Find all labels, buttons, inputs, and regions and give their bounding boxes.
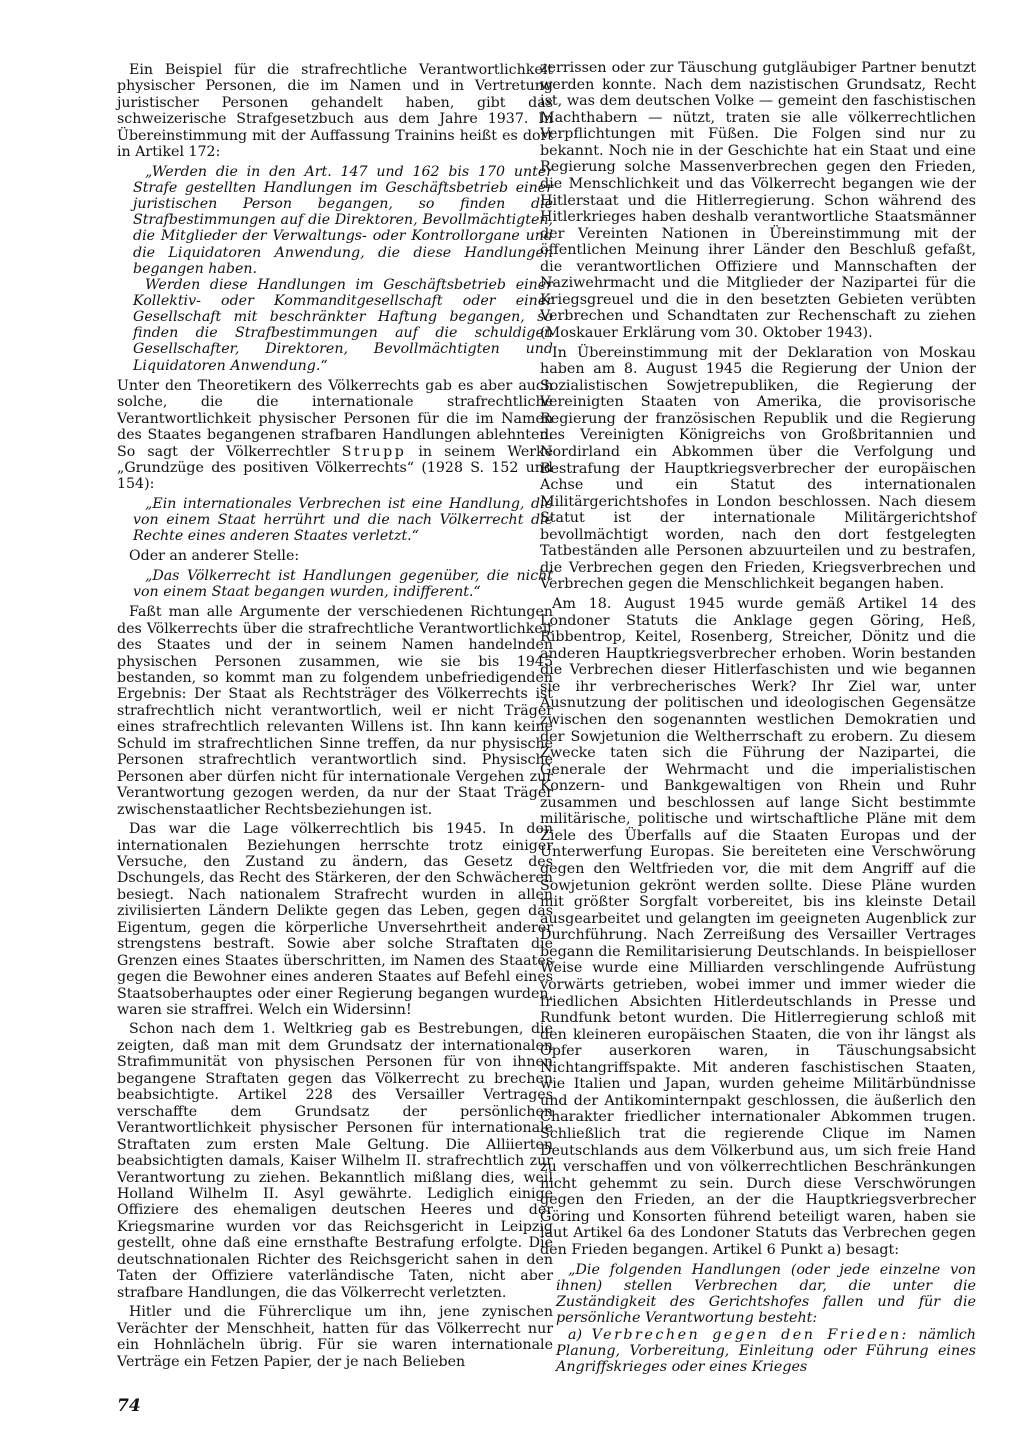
- paragraph: Oder an anderer Stelle:: [129, 548, 300, 565]
- quote-paragraph: [556, 1327, 976, 1376]
- quote-paragraph: Werden diese Handlungen im Geschäftsbetrieb einer Kollektiv- oder Kommanditgesellschaft oder einer Gesellschaft mit beschränkter Haftung begangen, so finden die Strafbestimmungen auf die schuldigen Gesellschafter, Direktoren, Bevollmächtigten und Liquidatoren Anwendung.“: [133, 276, 553, 374]
- text-run: a): [568, 1326, 583, 1343]
- left-column: [117, 62, 553, 1373]
- text-run: nämlich Planung, Vorbereitung, Einleitung oder Führung eines Angriffskrieges oder eines Krieges: [556, 1326, 976, 1376]
- paragraph: Schon nach dem 1. Weltkrieg gab es Bestrebungen, die zeigten, daß man mit dem Grundsatz der internationalen Strafimmunität von physischen Personen für von ihnen begangene Straftaten gegen das Völkerrecht zu brechen beabsichtigte. Artikel 228 des Versailler Vertrages verschaffte dem Grundsatz der persönlichen Verantwortlichkeit physischer Personen für internationale Straftaten zum ersten Male Geltung. Die Alliierten beabsichtigten damals, Kaiser Wilhelm II. strafrechtlich zur Verantwortung zu ziehen. Bekanntlich mißlang dies, weil Holland Wilhelm II. Asyl gewährte. Lediglich einige Offiziere des ehemaligen deutschen Heeres und der Kriegsmarine wurden vor das Reichsgericht in Leipzig gestellt, ohne daß eine ernsthafte Bestrafung erfolgte. Die deutschnationalen Richter des Reichsgericht sahen in den Taten der Offiziere vaterländische Taten, nicht aber strafbare Handlungen, die das Völkerrecht verletzten.: [117, 1021, 553, 1301]
- block-quote: [133, 496, 553, 544]
- quote-paragraph: „Ein internationales Verbrechen ist eine Handlung, die von einem Staat herrührt und die nach Völkerrecht die Rechte eines anderen Staates verletzt.“: [133, 495, 553, 545]
- text-run: Unter den Theoretikern des Völkerrechts gab es aber auch solche, die die internationale strafrechtliche Verantwortlichkeit physischer Personen für die im Namen des Staates begangenen strafbaren Handlungen ablehnten. So sagt der Völkerrechtler: [117, 377, 553, 460]
- paragraph: In Übereinstimmung mit der Deklaration von Moskau haben am 8. August 1945 die Regierung der Union der Sozialistischen Sowjetrepubliken, die Regierung der Vereinigten Staaten von Amerika, die provisorische Regierung der französischen Republik und die Regierung des Vereinigten Königreichs von Großbritannien und Nordirland ein Abkommen über die Verfolgung und Bestrafung der Hauptkriegsverbrecher der europäischen Achse und ein Statut des internationalen Militärgerichtshofes in London beschlossen. Nach diesem Statut ist der internationale Militärgerichtshof bevollmächtigt worden, nach den dort festgelegten Tatbeständen alle Personen abzuurteilen und zu bestrafen, die Verbrechen gegen den Frieden, Kriegsverbrechen und Verbrechen gegen die Menschlichkeit begangen haben.: [540, 344, 976, 593]
- paragraph: Am 18. August 1945 wurde gemäß Artikel 14 des Londoner Statuts die Anklage gegen Göring, Heß, Ribbentrop, Keitel, Rosenberg, Streicher, Dönitz und die anderen Hauptkriegsverbrecher erhoben. Worin bestanden die Verbrechen dieser Hitlerfaschisten und wie begannen sie ihr verbrecherisches Werk? Ihr Ziel war, unter Ausnutzung der politischen und ideologischen Gegensätze zwischen den sogenannten westlichen Demokratien und der Sowjetunion die Weltherrschaft zu erobern. Zu diesem Zwecke taten sich die Führung der Nazipartei, die Generale der Wehrmacht und die imperialistischen Konzern- und Bankgewaltigen von Rhein und Ruhr zusammen und beschlossen auf lange Sicht bestimmte militärische, politische und wirtschaftliche Pläne mit dem Ziele des Überfalls auf die Staaten Europas und der Unterwerfung Europas. Sie bereiteten eine Verschwörung gegen den Weltfrieden vor, die mit dem Angriff auf die Sowjetunion gekrönt werden sollte. Diese Pläne wurden mit größter Sorgfalt vorbereitet, bis ins kleinste Detail ausgearbeitet und gelangten im geeigneten Augenblick zur Durchführung. Nach Zerreißung des Versailler Vertrages begann die Remilitarisierung Deutschlands. In beispielloser Weise wurde eine Milliarden verschlingende Aufrüstung vorwärts getrieben, wobei immer und immer wieder die friedlichen Absichten Hitlerdeutschlands in Presse und Rundfunk betont wurden. Die Hitlerregierung schloß mit den kleineren europäischen Staaten, die von ihr längst als Opfer auserkoren waren, in Täuschungsabsicht Nichtangriffspakte. Mit anderen faschistischen Staaten, wie Italien und Japan, wurden geheime Militärbündnisse und der Antikominternpakt geschlossen, die äußerlich den Charakter friedlicher internationaler Abkommen trugen. Schließlich trat die regierende Clique im Namen Deutschlands aus dem Völkerbund aus, um sich freie Hand zu verschaffen und von völkerrechtlichen Beschränkungen nicht gehemmt zu sein. Durch diese Verschwörungen gegen den Frieden, an der die Hauptkriegsverbrecher Göring und Konsorten führend beteiligt waren, haben sie laut Artikel 6a des Londoner Statuts das Verbrechen gegen den Frieden begangen. Artikel 6 Punkt a) besagt:: [540, 596, 976, 1258]
- quote-paragraph: „Die folgenden Handlungen (oder jede einzelne von ihnen) stellen Verbrechen dar, die unter die Zuständigkeit des Gerichtshofes fallen und für die persönliche Verantwortung besteht:: [556, 1261, 976, 1327]
- paragraph: Hitler und die Führerclique um ihn, jene zynischen Verächter der Menschheit, hatten für das Völkerrecht nur ein Hohnlächeln übrig. Für sie waren internationale Verträge ein Fetzen Papier, der je nach Belieben: [117, 1304, 553, 1370]
- paragraph: zerrissen oder zur Täuschung gutgläubiger Partner benutzt werden konnte. Nach dem nazistischen Grundsatz, Recht ist, was dem deutschen Volke — gemeint den faschistischen Machthabern — nützt, traten sie alle völkerrechtlichen Verpflichtungen mit Füßen. Die Folgen sind nur zu bekannt. Noch nie in der Geschichte hat ein Staat und eine Regierung solche Massenverbrechen gegen den Frieden, die Menschlichkeit und das Völkerrecht begangen wie der Hitlerstaat und die Hitlerregierung. Schon während des Hitlerkrieges haben deshalb verantwortliche Staatsmänner der Vereinten Nationen in Übereinstimmung mit der öffentlichen Meinung ihrer Länder den Beschluß gefaßt, die verantwortlichen Offiziere und Mannschaften der Naziwehrmacht und die Mitglieder der Nazipartei für die Kriegsgreuel und die in den besetzten Gebieten verübten Verbrechen und Schandtaten zur Rechenschaft zu ziehen (Moskauer Erklärung vom 30. Oktober 1943).: [540, 60, 976, 341]
- text-run: in seinem Werke „Grundzüge des positiven Völkerrechts“ (1928 S. 152 und 154):: [117, 443, 553, 493]
- block-quote: [133, 164, 553, 374]
- right-column: [540, 60, 976, 1379]
- paragraph: Faßt man alle Argumente der verschiedenen Richtungen des Völkerrechts über die strafrechtliche Verantwortlichkeit des Staates und der in seinem Namen handelnden physischen Personen zusammen, wie sie bis 1945 bestanden, so kommt man zu folgendem unbefriedigenden Ergebnis: Der Staat als Rechtsträger des Völkerrechts ist strafrechtlich nicht verantwortlich, weil er nicht Träger eines strafrechtlich relevanten Willens ist. Ihn kann keine Schuld im strafrechtlichen Sinne treffen, da nur physische Personen strafrechtlich verantwortlich sind. Physische Personen aber dürfen nicht für internationale Vergehen zur Verantwortung gezogen werden, da nur der Staat Träger zwischenstaatlicher Rechtsbeziehungen ist.: [117, 604, 553, 818]
- quote-paragraph: „Werden die in den Art. 147 und 162 bis 170 unter Strafe gestellten Handlungen im Geschäftsbetrieb einer juristischen Person begangen, so finden die Strafbestimmungen auf die Direktoren, Bevollmächtigten, die Mitglieder der Verwaltungs- oder Kontrollorgane und die Liquidatoren Anwendung, die diese Handlungen begangen haben.: [133, 163, 553, 277]
- paragraph: [117, 378, 553, 493]
- block-quote: [556, 1262, 976, 1376]
- quote-paragraph: „Das Völkerrecht ist Handlungen gegenüber, die nicht von einem Staat begangen wurden, indifferent.“: [133, 567, 553, 600]
- page-number: 74: [117, 1396, 141, 1416]
- paragraph: Das war die Lage völkerrechtlich bis 1945. In den internationalen Beziehungen herrschte trotz einiger Versuche, den Zustand zu ändern, das Gesetz des Dschungels, das Recht des Stärkeren, der den Schwächeren besiegt. Nach nationalem Strafrecht wurden in allen zivilisierten Ländern Delikte gegen das Leben, gegen das Eigentum, gegen die körperliche Unversehrtheit anderer strengstens bestraft. Sowie aber solche Straftaten die Grenzen eines Staates überschritten, im Namen des Staates gegen die Bewohner eines anderen Staates auf Befehl eines Staatsoberhauptes oder einer Regierung begangen wurden, waren sie straffrei. Welch ein Widersinn!: [117, 821, 553, 1019]
- paragraph: Ein Beispiel für die strafrechtliche Verantwortlichkeit physischer Personen, die im Namen und in Vertretung juristischer Personen gehandelt haben, gibt das schweizerische Strafgesetzbuch aus dem Jahre 1937. In Übereinstimmung mit der Auffassung Trainins heißt es dort in Artikel 172:: [117, 62, 553, 161]
- emphasis-spaced: Verbrechen gegen den Frieden:: [591, 1326, 909, 1343]
- block-quote: [133, 568, 553, 600]
- author-name: Strupp: [341, 443, 407, 460]
